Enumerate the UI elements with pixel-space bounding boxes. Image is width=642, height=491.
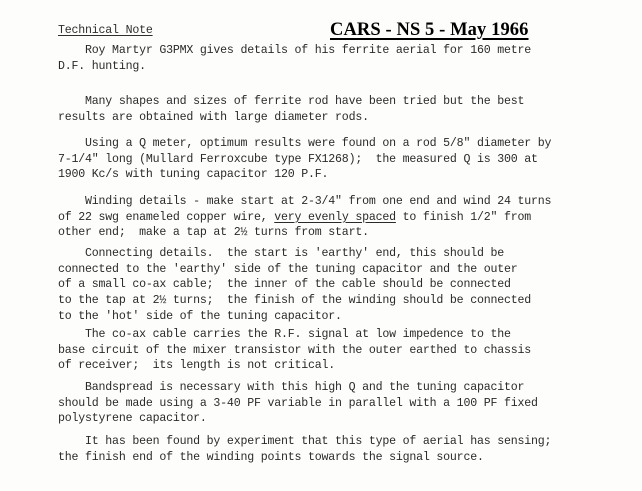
text-line: to the 'hot' side of the tuning capacitor. [58,309,342,323]
text-line: Winding details - make start at 2-3/4" from one end and wind 24 turns [58,195,552,208]
text-line: should be made using a 3-40 PF variable in parallel with a 100 PF fixed [58,396,538,410]
text-segment: of 22 swg enameled copper wire, [58,210,275,224]
text-line: polystyrene capacitor. [58,412,207,426]
text-line: The co-ax cable carries the R.F. signal at low impedence to the [58,328,511,341]
text-line [58,210,633,226]
text-line: Connecting details. the start is 'earthy' end, this should be [58,247,504,260]
paragraph-coax-cable [58,327,633,374]
paragraph-introduction [58,43,633,74]
text-line: connected to the 'earthy' side of the tuning capacitor and the outer [58,262,518,276]
underlined-emphasis: very evenly spaced [274,210,396,224]
text-line: 7-1/4" long (Mullard Ferroxcube type FX1268); the measured Q is 300 at [58,152,538,166]
paragraph-winding-details [58,194,633,241]
text-line: Roy Martyr G3PMX gives details of his ferrite aerial for 160 metre [58,44,532,57]
text-line: D.F. hunting. [58,59,146,73]
text-line: Many shapes and sizes of ferrite rod have been tried but the best [58,95,525,108]
text-line: the finish end of the winding points towards the signal source. [58,450,484,464]
text-line: results are obtained with large diameter rods. [58,110,369,124]
paragraph-q-meter [58,136,633,183]
text-line: Bandspread is necessary with this high Q and the tuning capacitor [58,381,525,394]
text-line: other end; make a tap at 2½ turns from start. [58,226,369,240]
technical-note-label: Technical Note [58,24,153,37]
text-segment: to finish 1/2" from [395,210,532,224]
paragraph-rod-shapes [58,94,633,125]
paragraph-sensing [58,434,633,465]
text-line: It has been found by experiment that this type of aerial has sensing; [58,435,552,448]
paragraph-connecting-details [58,246,633,324]
text-line: 1900 Kc/s with tuning capacitor 120 P.F. [58,168,329,182]
paragraph-bandspread [58,380,633,427]
text-line: to the tap at 2½ turns; the finish of the winding should be connected [58,294,532,308]
text-line: base circuit of the mixer transistor with the outer earthed to chassis [58,343,532,357]
text-line: of receiver; its length is not critical. [58,359,336,373]
text-line: of a small co-ax cable; the inner of the cable should be connected [58,278,511,292]
text-line: Using a Q meter, optimum results were found on a rod 5/8" diameter by [58,137,552,150]
newsletter-masthead: CARS - NS 5 - May 1966 [330,20,529,40]
